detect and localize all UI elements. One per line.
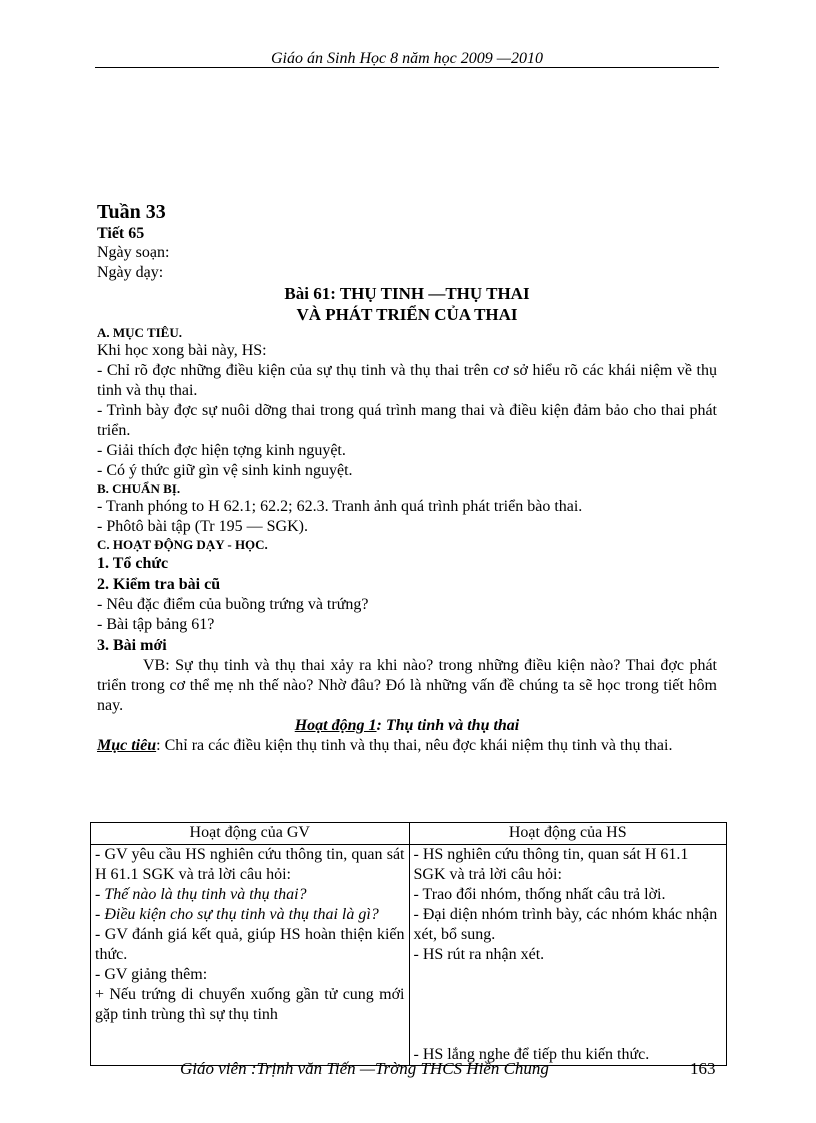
objective-item: - Chỉ rõ đợc những điều kiện của sự thụ tinh và thụ thai trên cơ sở hiểu rõ các khái niệm về thụ tinh và thụ thai. (97, 362, 717, 399)
period-number: Tiết 65 (97, 225, 145, 242)
preparation-item: - Phôtô bài tập (Tr 195 — SGK). (97, 518, 308, 535)
section-a-heading: A. MỤC TIÊU. (97, 325, 182, 340)
student-activity-cell (409, 845, 727, 1066)
col-teacher-activity: Hoạt động của GV (91, 823, 410, 845)
lesson-content (97, 200, 717, 756)
student-step: - HS rút ra nhận xét. (413, 946, 545, 963)
section-a-intro: Khi học xong bài này, HS: (97, 342, 267, 359)
objective-text: : Chỉ ra các điều kiện thụ tinh và thụ thai, nêu đợc khái niệm thụ tinh và thụ thai. (156, 737, 673, 754)
lesson-intro: VB: Sự thụ tinh và thụ thai xảy ra khi nào? trong những điều kiện nào? Thai đợc phát triển trong cơ thể mẹ nh thế nào? Nhờ đâu? Đó là những vấn đề chúng ta sẽ học trong tiết hôm nay. (97, 657, 717, 714)
preparation-item: - Tranh phóng to H 62.1; 62.2; 62.3. Tranh ảnh quá trình phát triển bào thai. (97, 498, 583, 515)
teacher-step: + Nếu trứng di chuyển xuống gần tử cung mới gặp tinh trùng thì sự thụ tinh (95, 986, 405, 1023)
step-new-lesson: 3. Bài mới (97, 637, 167, 654)
teacher-step: - GV đánh giá kết quả, giúp HS hoàn thiện kiến thức. (95, 926, 405, 963)
step-organize: 1. Tổ chức (97, 555, 169, 572)
teacher-question: - Điều kiện cho sự thụ tinh và thụ thai là gì? (95, 906, 379, 923)
student-step: - HS lắng nghe để tiếp thu kiến thức. (413, 1046, 650, 1063)
table-header-row (91, 823, 727, 845)
teacher-activity-cell (91, 845, 410, 1066)
lesson-title-line1: Bài 61: THỤ TINH —THỤ THAI (284, 284, 530, 303)
activity-1-objective (97, 736, 717, 756)
objective-item: - Giải thích đợc hiện tợng kinh nguyệt. (97, 442, 346, 459)
student-step: - Trao đổi nhóm, thống nhất câu trả lời. (413, 886, 666, 903)
activity-1-name: : Thụ tinh và thụ thai (376, 717, 520, 734)
cell-spacer (414, 965, 723, 1045)
student-step: - HS nghiên cứu thông tin, quan sát H 61.1 SGK và trả lời câu hỏi: (413, 846, 689, 883)
table-row (91, 845, 727, 1066)
lesson-title-line2: VÀ PHÁT TRIỂN CỦA THAI (296, 305, 518, 324)
objective-item: - Có ý thức giữ gìn vệ sinh kinh nguyệt. (97, 462, 353, 479)
teacher-question: - Thế nào là thụ tinh và thụ thai? (95, 886, 307, 903)
section-c-heading: C. HOẠT ĐỘNG DẠY - HỌC. (97, 537, 268, 552)
review-question: - Bài tập bảng 61? (97, 616, 215, 633)
teacher-step: - GV yêu cầu HS nghiên cứu thông tin, quan sát H 61.1 SGK và trả lời câu hỏi: (95, 846, 405, 883)
teach-date: Ngày dạy: (97, 264, 164, 281)
header-rule (95, 67, 719, 68)
page-number: 163 (690, 1059, 716, 1078)
section-b-heading: B. CHUẨN BỊ. (97, 481, 181, 496)
prep-date: Ngày soạn: (97, 244, 170, 261)
activity-1-title (97, 716, 717, 736)
week-number: Tuần 33 (97, 201, 166, 223)
teacher-step: - GV giảng thêm: (95, 966, 208, 983)
col-student-activity: Hoạt động của HS (409, 823, 727, 845)
objective-item: - Trình bày đợc sự nuôi dỡng thai trong quá trình mang thai và điều kiện đảm bảo cho thai phát triển. (97, 402, 717, 439)
student-step: - Đại diện nhóm trình bày, các nhóm khác nhận xét, bổ sung. (413, 906, 718, 943)
activity-table (90, 822, 727, 1066)
objective-label: Mục tiêu (97, 737, 157, 754)
page-footer: Giáo viên :Trịnh văn Tiến —Trờng THCS Hiền Chung (180, 1059, 549, 1078)
review-question: - Nêu đặc điểm của buồng trứng và trứng? (97, 596, 369, 613)
step-check-old-lesson: 2. Kiểm tra bài cũ (97, 576, 221, 593)
activity-1-label: Hoạt động 1 (294, 717, 377, 734)
page-header: Giáo án Sinh Học 8 năm học 2009 —2010 (271, 50, 543, 67)
